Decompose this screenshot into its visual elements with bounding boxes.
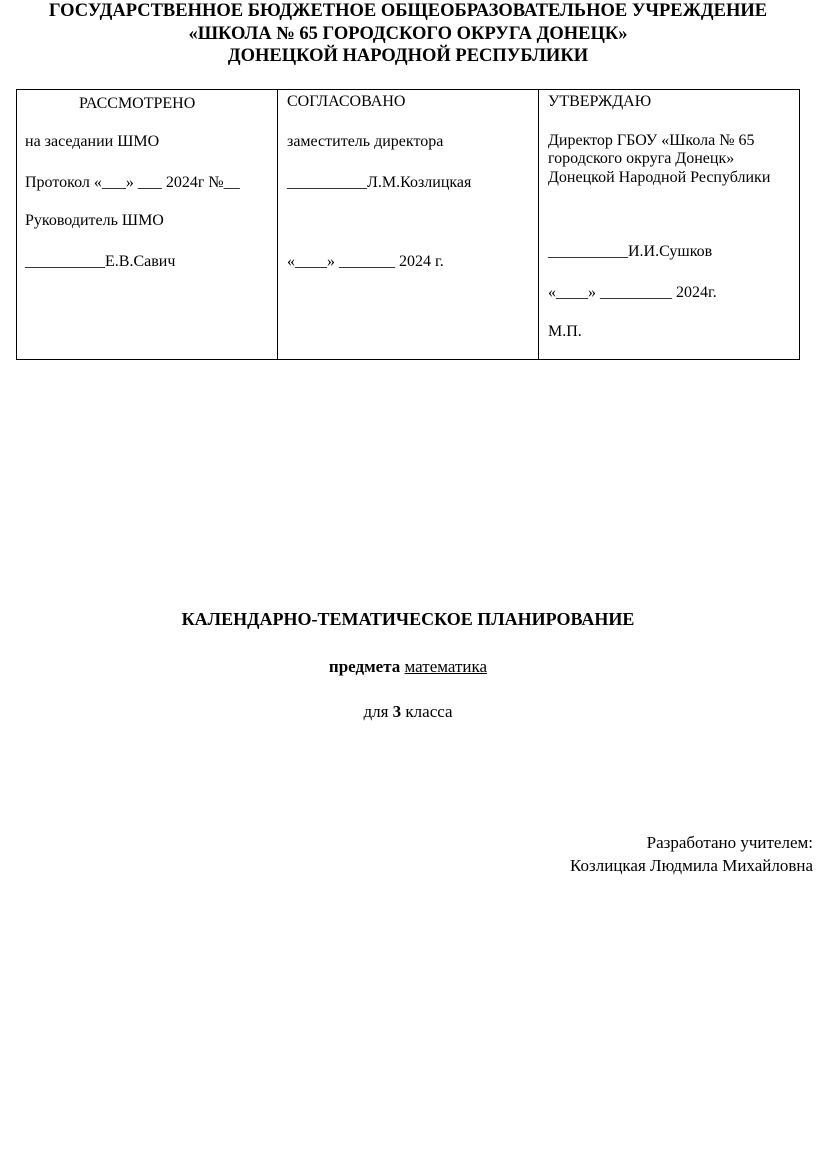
author-label: Разработано учителем:: [646, 833, 813, 852]
document-title: КАЛЕНДАРНО-ТЕМАТИЧЕСКОЕ ПЛАНИРОВАНИЕ: [181, 609, 635, 629]
subject-value: математика: [404, 657, 488, 676]
institution-name-line3: ДОНЕЦКОЙ НАРОДНОЙ РЕСПУБЛИКИ: [227, 46, 589, 66]
author-name: Козлицкая Людмила Михайловна: [570, 856, 813, 875]
approved-heading: УТВЕРЖДАЮ: [548, 93, 652, 110]
considered-meeting: на заседании ШМО: [25, 133, 160, 150]
considered-signature: __________Е.В.Савич: [25, 253, 176, 270]
agreed-date: «____» _______ 2024 г.: [287, 253, 444, 270]
institution-name-line2: «ШКОЛА № 65 ГОРОДСКОГО ОКРУГА ДОНЕЦК»: [188, 24, 628, 44]
approved-column: [539, 90, 799, 359]
grade-suffix: класса: [405, 702, 453, 721]
considered-head-role: Руководитель ШМО: [25, 212, 164, 229]
agreed-column: [278, 90, 539, 359]
approved-role: Директор ГБОУ «Школа № 65 городского округа Донецк» Донецкой Народной Республики: [548, 132, 771, 186]
considered-column: [17, 90, 278, 359]
grade-prefix: для: [363, 702, 389, 721]
grade-line: [0, 703, 816, 720]
approved-date: «____» _________ 2024г.: [548, 284, 717, 301]
considered-heading: РАССМОТРЕНО: [79, 95, 196, 112]
grade-number: 3: [392, 702, 402, 721]
subject-line: [0, 658, 816, 675]
agreed-heading: СОГЛАСОВАНО: [287, 93, 406, 110]
agreed-signature: __________Л.М.Козлицкая: [287, 174, 472, 191]
approval-table: [16, 89, 800, 360]
subject-label: предмета: [328, 657, 401, 676]
considered-protocol: Протокол «___» ___ 2024г №__: [25, 174, 240, 191]
seal-mark: М.П.: [548, 323, 582, 340]
approved-signature: __________И.И.Сушков: [548, 243, 713, 260]
agreed-role: заместитель директора: [287, 133, 444, 150]
institution-name-line1: ГОСУДАРСТВЕННОЕ БЮДЖЕТНОЕ ОБЩЕОБРАЗОВАТЕЛЬНОЕ УЧРЕЖДЕНИЕ: [48, 1, 768, 21]
